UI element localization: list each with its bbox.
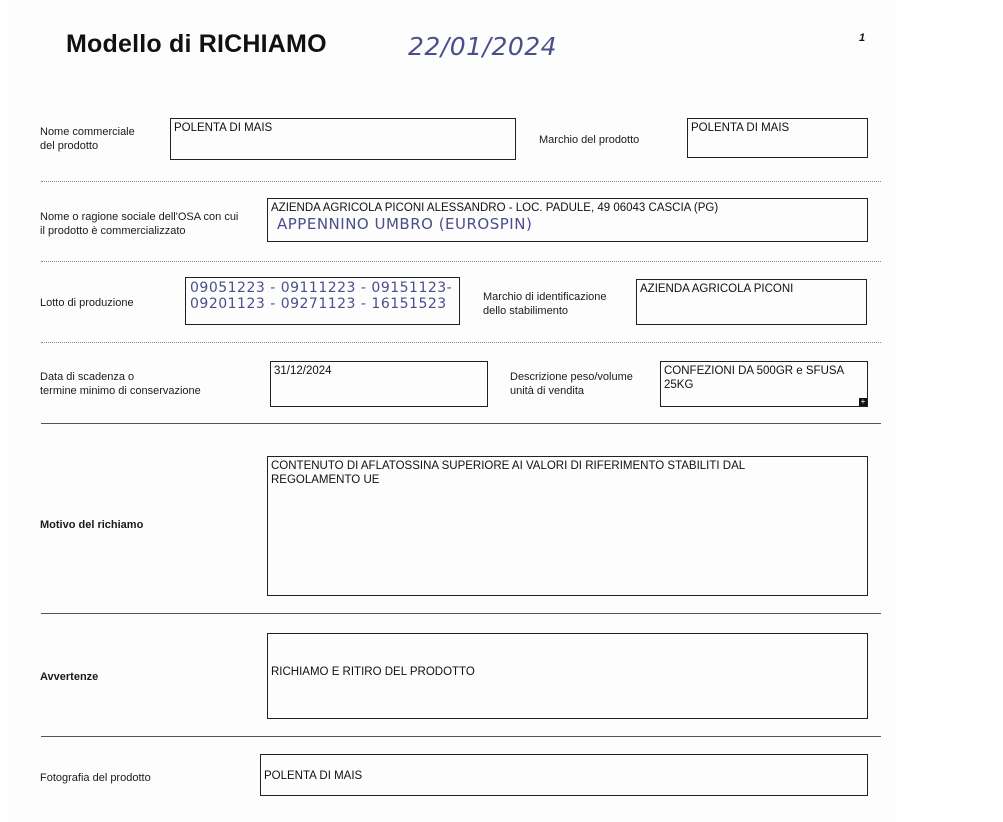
weight-label [510, 370, 633, 398]
commercial-name-value: POLENTA DI MAIS [174, 122, 273, 134]
form-title: Modello di RICHIAMO [66, 30, 327, 58]
expand-icon[interactable]: + [860, 397, 866, 406]
photo-value: POLENTA DI MAIS [264, 770, 363, 782]
reason-value-line2: REGOLAMENTO UE [271, 474, 380, 486]
warnings-label: Avvertenze [40, 671, 99, 683]
osa-field[interactable] [267, 198, 868, 242]
establishment-mark-label-line1: Marchio di identificazione [483, 291, 607, 303]
divider-3 [41, 342, 881, 343]
lot-label: Lotto di produzione [40, 297, 134, 309]
photo-field[interactable] [260, 754, 868, 796]
osa-label [40, 210, 238, 238]
reason-label: Motivo del richiamo [40, 519, 144, 531]
establishment-mark-label [483, 290, 607, 318]
expiry-label-line2: termine minimo di conservazione [40, 385, 201, 397]
osa-value: AZIENDA AGRICOLA PICONI ALESSANDRO - LOC. PADULE, 49 06043 CASCIA (PG) [271, 202, 719, 214]
brand-label: Marchio del prodotto [539, 134, 640, 146]
expiry-value: 31/12/2024 [274, 365, 332, 377]
page-number: 1 [859, 32, 866, 44]
weight-label-line2: unità di vendita [510, 385, 584, 397]
lot-handwritten-line1: 09051223 - 09111223 - 09151123- [190, 280, 453, 296]
photo-label: Fotografia del prodotto [40, 772, 151, 784]
brand-value: POLENTA DI MAIS [691, 122, 790, 134]
divider-2 [41, 261, 881, 262]
brand-field[interactable] [687, 118, 868, 158]
expiry-field[interactable] [270, 361, 488, 407]
weight-value-line2: 25KG [664, 379, 694, 391]
expiry-label-line1: Data di scadenza o [40, 371, 135, 383]
establishment-mark-label-line2: dello stabilimento [483, 305, 568, 317]
weight-value-line1: CONFEZIONI DA 500GR e SFUSA [664, 365, 845, 377]
lot-field[interactable] [185, 277, 460, 325]
osa-label-line2: il prodotto è commercializzato [40, 225, 186, 237]
commercial-name-label-line2: del prodotto [40, 140, 99, 152]
handwritten-date: 22/01/2024 [408, 32, 558, 61]
lot-handwritten-line2: 09201123 - 09271123 - 16151523 [190, 296, 447, 312]
warnings-field[interactable] [267, 633, 868, 719]
expiry-label [40, 370, 201, 398]
reason-value-line1: CONTENUTO DI AFLATOSSINA SUPERIORE AI VALORI DI RIFERIMENTO STABILITI DAL [271, 460, 746, 472]
reason-field[interactable] [267, 456, 868, 596]
weight-label-line1: Descrizione peso/volume [510, 371, 633, 383]
commercial-name-label-line1: Nome commerciale [40, 126, 135, 138]
divider-1 [41, 181, 881, 182]
establishment-mark-value: AZIENDA AGRICOLA PICONI [640, 283, 794, 295]
osa-label-line1: Nome o ragione sociale dell'OSA con cui [40, 211, 239, 223]
recall-form-page [8, 0, 896, 822]
divider-4 [41, 423, 881, 424]
divider-6 [41, 736, 881, 737]
commercial-name-label [40, 125, 135, 153]
establishment-mark-field[interactable] [636, 279, 867, 325]
osa-handwritten: APPENNINO UMBRO (EUROSPIN) [277, 215, 533, 233]
warnings-value: RICHIAMO E RITIRO DEL PRODOTTO [271, 666, 475, 678]
divider-5 [41, 613, 881, 614]
weight-field[interactable] [660, 361, 868, 407]
commercial-name-field[interactable] [170, 118, 516, 160]
